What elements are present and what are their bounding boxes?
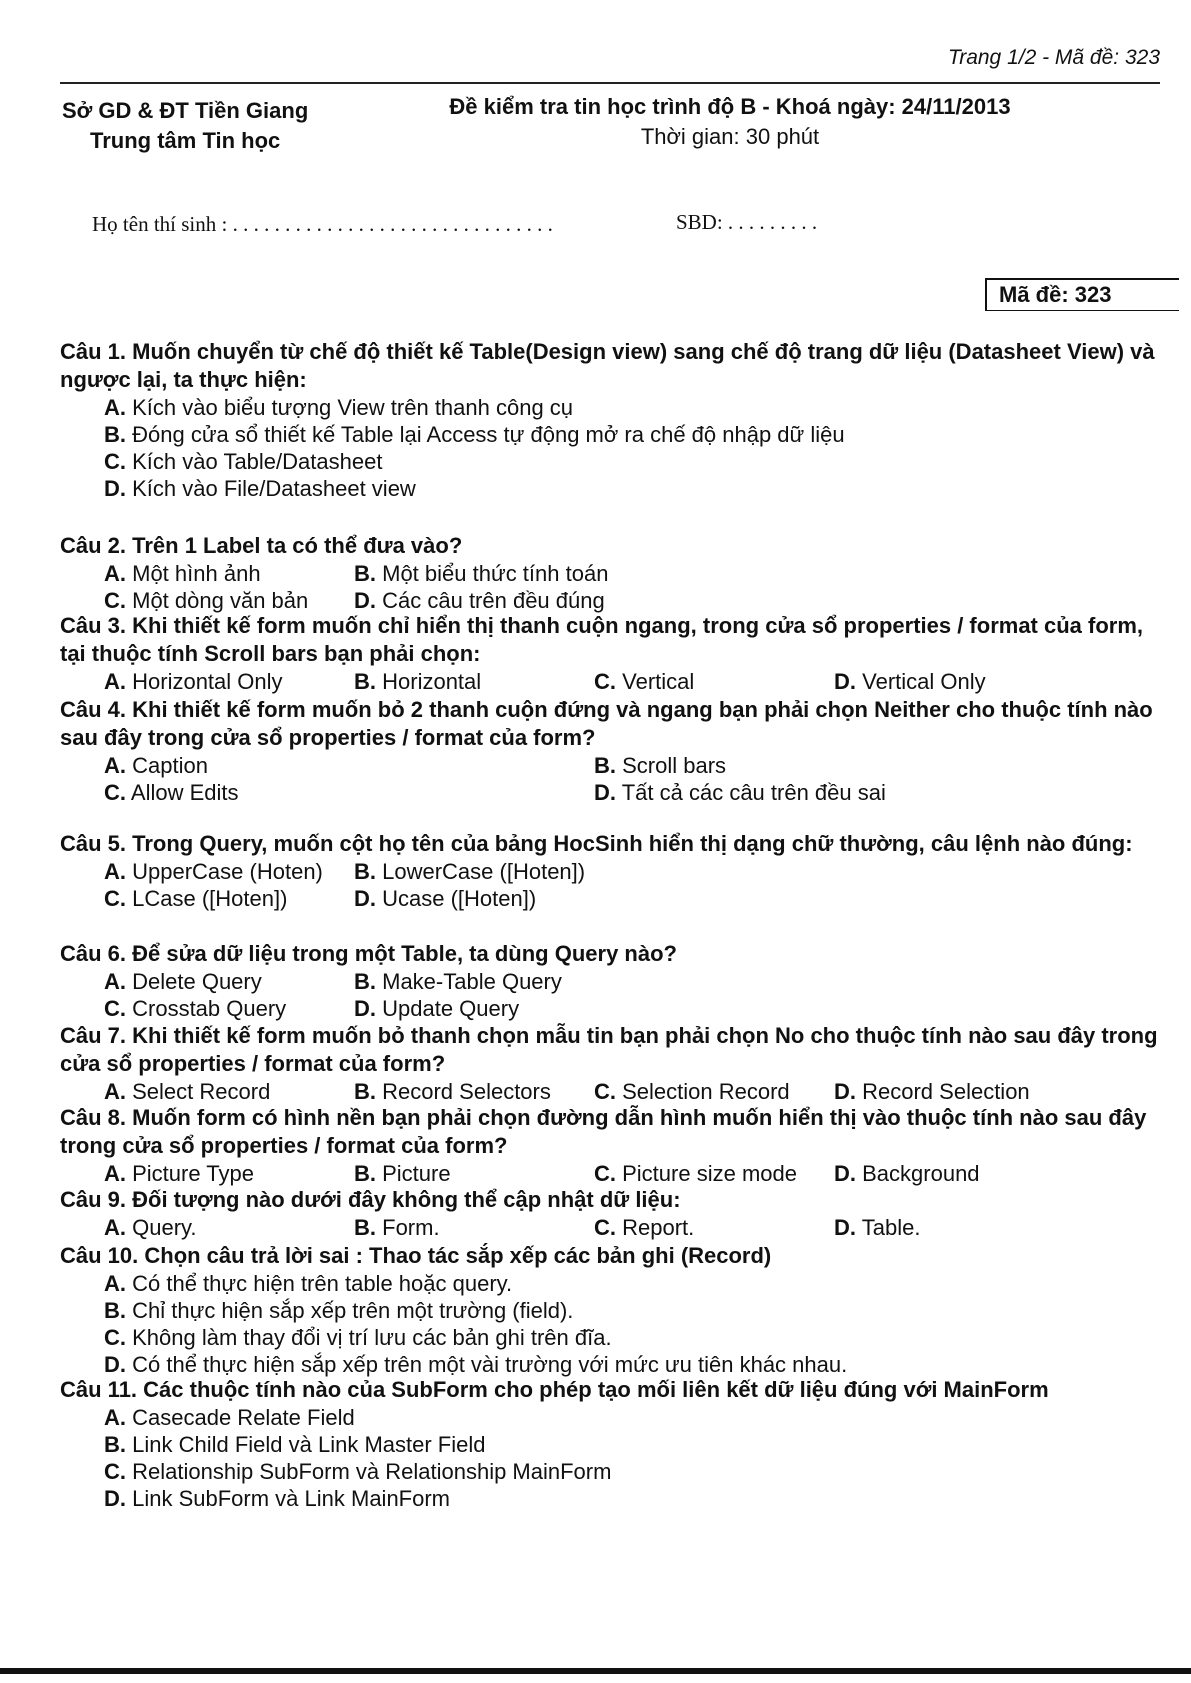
option-row bbox=[104, 668, 1170, 695]
option-row bbox=[104, 885, 1170, 912]
question-stem: Câu 8. Muốn form có hình nền bạn phải chọn đường dẫn hình muốn hiển thị vào thuộc tính nào sau đây trong cửa sổ properties / format của form? bbox=[60, 1105, 1147, 1158]
page-header bbox=[60, 44, 1160, 84]
page-bottom-edge bbox=[0, 1668, 1191, 1674]
question-8 bbox=[60, 1104, 1170, 1187]
option-a: A. Có thể thực hiện trên table hoặc query. bbox=[104, 1271, 513, 1296]
option-row bbox=[104, 587, 1170, 614]
question-1 bbox=[60, 338, 1170, 502]
question-2 bbox=[60, 532, 1170, 614]
question-stem: Câu 1. Muốn chuyển từ chế độ thiết kế Table(Design view) sang chế độ trang dữ liệu (Datasheet View) và ngược lại, ta thực hiện: bbox=[60, 339, 1155, 392]
option-a: A. Query. bbox=[104, 1215, 197, 1240]
option-b: B. Link Child Field và Link Master Field bbox=[104, 1432, 486, 1457]
option-c: C. Một dòng văn bản bbox=[104, 588, 309, 613]
option-d: D. Kích vào File/Datasheet view bbox=[104, 476, 416, 501]
question-stem: Câu 3. Khi thiết kế form muốn chỉ hiển thị thanh cuộn ngang, trong cửa sổ properties / format của form, tại thuộc tính Scroll bars bạn phải chọn: bbox=[60, 613, 1144, 666]
organization bbox=[62, 96, 308, 156]
option-b: B. Horizontal bbox=[354, 669, 482, 694]
option-b: B. Form. bbox=[354, 1215, 440, 1240]
option-d: D. Có thể thực hiện sắp xếp trên một vài trường với mức ưu tiên khác nhau. bbox=[104, 1352, 848, 1377]
option-d: D. Ucase ([Hoten]) bbox=[354, 886, 537, 911]
option-c: C. Relationship SubForm và Relationship MainForm bbox=[104, 1459, 612, 1484]
option-row bbox=[104, 968, 1170, 995]
option-b: B. Đóng cửa sổ thiết kế Table lại Access tự động mở ra chế độ nhập dữ liệu bbox=[104, 422, 845, 447]
option-d: D. Tất cả các câu trên đều sai bbox=[594, 780, 886, 805]
option-b: B. Chỉ thực hiện sắp xếp trên một trường (field). bbox=[104, 1298, 574, 1323]
option-c: C. Selection Record bbox=[594, 1079, 790, 1104]
question-stem: Câu 6. Để sửa dữ liệu trong một Table, ta dùng Query nào? bbox=[60, 941, 677, 966]
question-stem: Câu 7. Khi thiết kế form muốn bỏ thanh chọn mẫu tin bạn phải chọn No cho thuộc tính nào sau đây trong cửa sổ properties / format của form? bbox=[60, 1023, 1158, 1076]
question-6 bbox=[60, 940, 1170, 1022]
option-c: C. Report. bbox=[594, 1215, 695, 1240]
question-10 bbox=[60, 1242, 1170, 1378]
option-row bbox=[104, 1214, 1170, 1241]
option-b: B. Picture bbox=[354, 1161, 451, 1186]
question-stem: Câu 9. Đối tượng nào dưới đây không thể cập nhật dữ liệu: bbox=[60, 1187, 681, 1212]
option-b: B. Một biểu thức tính toán bbox=[354, 561, 609, 586]
option-a: A. UpperCase (Hoten) bbox=[104, 859, 323, 884]
exam-code-box: Mã đề: 323 bbox=[985, 278, 1179, 311]
option-c: C. Vertical bbox=[594, 669, 695, 694]
option-row bbox=[104, 1078, 1170, 1105]
option-d: D. Update Query bbox=[354, 996, 520, 1021]
option-row bbox=[104, 560, 1170, 587]
option-row bbox=[104, 995, 1170, 1022]
option-b: B. Record Selectors bbox=[354, 1079, 551, 1104]
option-a: A. Một hình ảnh bbox=[104, 561, 261, 586]
question-stem: Câu 4. Khi thiết kế form muốn bỏ 2 thanh cuộn đứng và ngang bạn phải chọn Neither cho thuộc tính nào sau đây trong cửa sổ properties / format của form? bbox=[60, 697, 1153, 750]
option-row bbox=[104, 752, 1170, 779]
question-11 bbox=[60, 1376, 1170, 1512]
option-d: D. Background bbox=[834, 1161, 980, 1186]
option-d: D. Vertical Only bbox=[834, 669, 986, 694]
question-9 bbox=[60, 1186, 1170, 1241]
option-a: A. Casecade Relate Field bbox=[104, 1405, 355, 1430]
question-7 bbox=[60, 1022, 1170, 1105]
question-stem: Câu 10. Chọn câu trả lời sai : Thao tác sắp xếp các bản ghi (Record) bbox=[60, 1243, 772, 1268]
page-info: Trang 1/2 - Mã đề: 323 bbox=[947, 46, 1160, 69]
question-3 bbox=[60, 612, 1170, 695]
option-b: B. Scroll bars bbox=[594, 753, 727, 778]
option-c: C. Crosstab Query bbox=[104, 996, 287, 1021]
question-5 bbox=[60, 830, 1170, 912]
candidate-number-field: SBD: . . . . . . . . . bbox=[676, 210, 818, 234]
option-d: D. Table. bbox=[834, 1215, 921, 1240]
question-stem: Câu 11. Các thuộc tính nào của SubForm cho phép tạo mối liên kết dữ liệu đúng với MainForm bbox=[60, 1377, 1049, 1402]
option-d: D. Các câu trên đều đúng bbox=[354, 588, 605, 613]
question-stem: Câu 2. Trên 1 Label ta có thể đưa vào? bbox=[60, 533, 463, 558]
exam-time: Thời gian: 30 phút bbox=[640, 124, 820, 149]
option-c: C. Không làm thay đổi vị trí lưu các bản ghi trên đĩa. bbox=[104, 1325, 612, 1350]
option-a: A. Delete Query bbox=[104, 969, 262, 994]
option-d: D. Link SubForm và Link MainForm bbox=[104, 1486, 451, 1511]
option-row bbox=[104, 1160, 1170, 1187]
exam-title: Đề kiểm tra tin học trình độ B - Khoá ngày: 24/11/2013 bbox=[449, 94, 1011, 119]
option-b: B. LowerCase ([Hoten]) bbox=[354, 859, 586, 884]
option-c: C. LCase ([Hoten]) bbox=[104, 886, 288, 911]
option-a: A. Caption bbox=[104, 753, 208, 778]
option-a: A. Kích vào biểu tượng View trên thanh công cụ bbox=[104, 395, 574, 420]
option-d: D. Record Selection bbox=[834, 1079, 1030, 1104]
option-c: C. Picture size mode bbox=[594, 1161, 797, 1186]
option-row bbox=[104, 779, 1170, 806]
question-stem: Câu 5. Trong Query, muốn cột họ tên của bảng HocSinh hiển thị dạng chữ thường, câu lệnh nào đúng: bbox=[60, 831, 1133, 856]
option-a: A. Picture Type bbox=[104, 1161, 255, 1186]
option-c: C. Allow Edits bbox=[104, 780, 239, 805]
org-department: Sở GD & ĐT Tiền Giang bbox=[62, 98, 309, 123]
option-a: A. Select Record bbox=[104, 1079, 271, 1104]
option-row bbox=[104, 858, 1170, 885]
option-c: C. Kích vào Table/Datasheet bbox=[104, 449, 383, 474]
org-center: Trung tâm Tin học bbox=[90, 128, 281, 153]
candidate-name-field: Họ tên thí sinh : . . . . . . . . . . . . . . . . . . . . . . . . . . . . . . . bbox=[92, 212, 553, 236]
option-a: A. Horizontal Only bbox=[104, 669, 283, 694]
exam-heading bbox=[410, 92, 1050, 152]
option-b: B. Make-Table Query bbox=[354, 969, 562, 994]
question-4 bbox=[60, 696, 1170, 806]
